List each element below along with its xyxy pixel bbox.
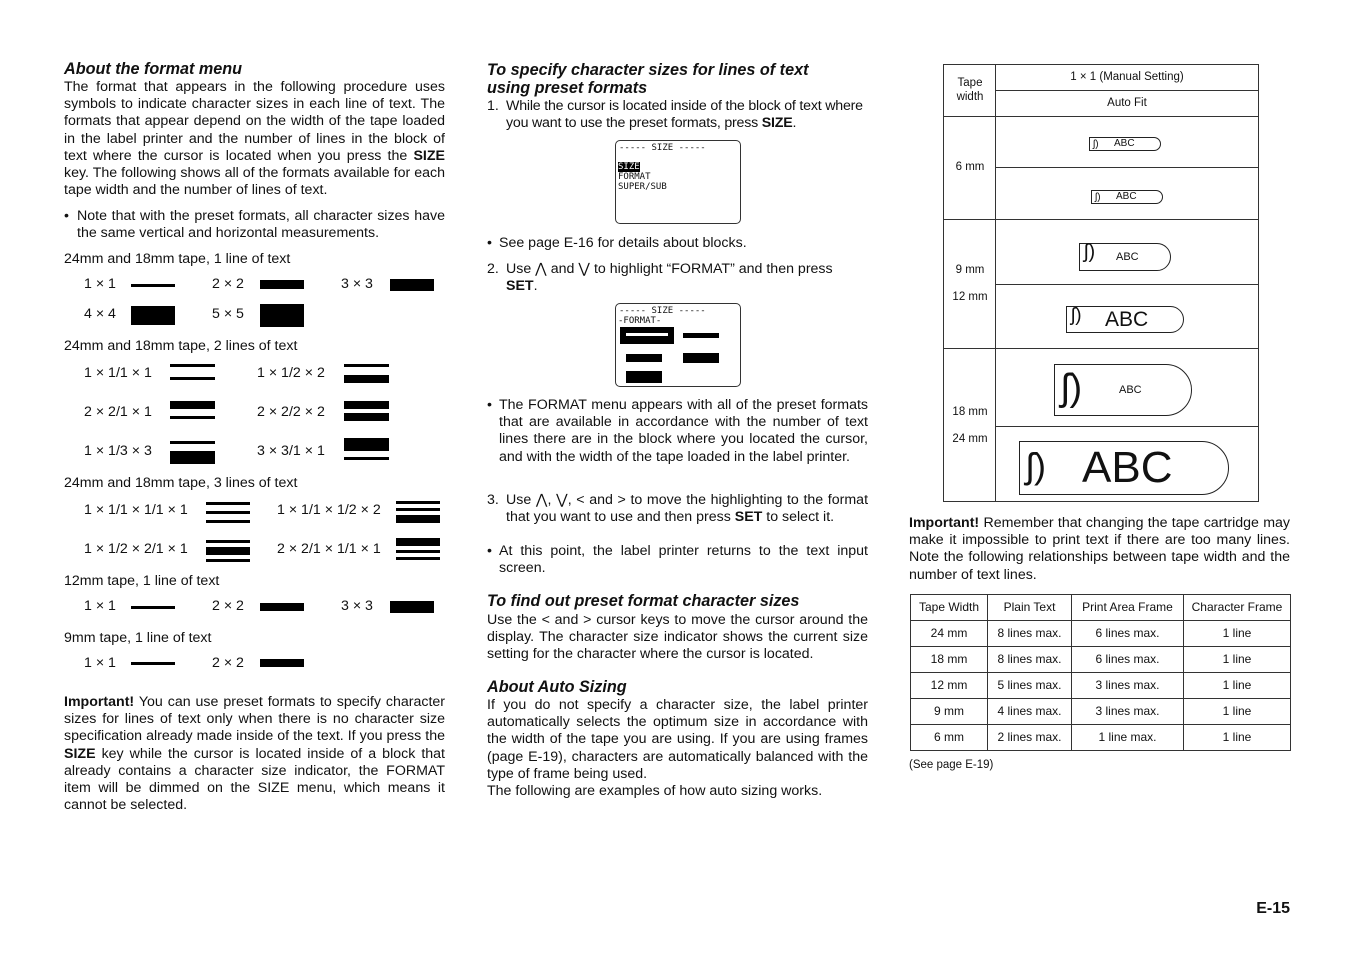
row-18mm: 18 mm (952, 406, 988, 418)
fmt-symbol (260, 603, 304, 611)
fmt-symbol (170, 377, 215, 380)
cell: 8 lines max. (988, 647, 1072, 673)
format-menu-heading: About the format menu (64, 60, 243, 78)
fmt-label: 2 × 2/2 × 2 (257, 404, 325, 420)
cell: 1 line (1184, 673, 1291, 699)
label-text: ABC (1082, 443, 1173, 492)
right-arrow-icon: > (617, 492, 626, 508)
fmt-symbol (396, 557, 440, 560)
table-row (911, 621, 1291, 647)
page-number: E-15 (1256, 900, 1290, 917)
preset-note-bullet: • Note that with the preset formats, all character sizes have the same vertical and horizontal measurements. (64, 208, 445, 242)
section-2-lines-title: 24mm and 18mm tape, 2 lines of text (64, 338, 298, 354)
cell: 4 lines max. (988, 699, 1072, 725)
step-2: 2. Use ⋀ and ⋁ to highlight “FORMAT” and then press SET. (487, 261, 833, 295)
fmt-label: 2 × 2 (212, 655, 244, 671)
auto-sizing-heading: About Auto Sizing (487, 678, 627, 696)
col-character-frame: Character Frame (1184, 595, 1291, 621)
cell: 9 mm (911, 699, 988, 725)
fmt-symbol (344, 375, 389, 383)
dog-icon: ʃ) (1061, 367, 1083, 409)
fmt-symbol (396, 550, 440, 553)
lcd-highlight-line (626, 333, 668, 336)
fmt-label: 3 × 3 (341, 598, 373, 614)
row-24mm: 24 mm (952, 433, 988, 445)
table-row (911, 699, 1291, 725)
up-arrow-icon: ⋀ (535, 492, 548, 508)
auto-sizing-text: If you do not specify a character size, the label printer automatically selects the optimum size in accordance with the width of the tape you are using. If you are using frames (page E-19), characters are automatically balanced with the type of frame being used. (487, 697, 868, 782)
fmt-symbol (260, 280, 304, 289)
fmt-label: 1 × 1 (84, 655, 116, 671)
lcd-fmt (626, 354, 662, 362)
step-3: 3. Use ⋀, ⋁, < and > to move the highlighting to the format that you want to use and then press SET to select it. (487, 492, 869, 526)
dog-icon: ʃ) (1095, 192, 1101, 203)
label-18mm (1054, 364, 1192, 416)
specify-sizes-heading-2: using preset formats (487, 79, 648, 97)
lcd-fmt (683, 333, 719, 338)
label-24mm (1019, 441, 1229, 495)
manual-setting-header: 1 × 1 (Manual Setting) (1070, 71, 1184, 83)
fmt-symbol (170, 441, 215, 444)
section-1-line-title: 24mm and 18mm tape, 1 line of text (64, 251, 291, 267)
lcd-size-menu: ----- SIZE ----- SIZE FORMAT SUPER/SUB (615, 140, 741, 224)
fmt-symbol (131, 284, 175, 287)
section-3-lines-title: 24mm and 18mm tape, 3 lines of text (64, 475, 298, 491)
cell: 24 mm (911, 621, 988, 647)
cell: 2 lines max. (988, 725, 1072, 751)
cell: 18 mm (911, 647, 988, 673)
returns-bullet: • At this point, the label printer returns to the text input screen. (487, 543, 868, 577)
left-arrow-icon: < (576, 492, 585, 508)
fmt-label: 1 × 1/1 × 1/1 × 1 (84, 502, 188, 518)
label-text: ABC (1114, 138, 1135, 149)
fmt-symbol (170, 401, 215, 409)
cell: 1 line (1184, 647, 1291, 673)
down-arrow-icon: ⋁ (578, 261, 591, 277)
fmt-symbol (396, 501, 440, 504)
table-row (911, 673, 1291, 699)
fmt-symbol (396, 508, 440, 511)
label-6mm-auto (1091, 190, 1163, 204)
dog-icon: ʃ) (1071, 305, 1082, 326)
specify-sizes-heading-1: To specify character sizes for lines of text (487, 61, 809, 79)
fmt-label: 4 × 4 (84, 306, 116, 322)
fmt-symbol (206, 547, 250, 555)
left-arrow-icon: < (541, 612, 550, 628)
blocks-bullet: • See page E-16 for details about blocks. (487, 235, 747, 251)
fmt-label: 2 × 2/1 × 1/1 × 1 (277, 541, 381, 557)
see-page-note: (See page E-19) (909, 759, 994, 771)
find-sizes-text: Use the < and > cursor keys to move the cursor around the display. The character size indicator shows the current size setting for the character where the cursor is located. (487, 612, 868, 663)
right-arrow-icon: > (583, 612, 592, 628)
format-menu-bullet: • The FORMAT menu appears with all of the preset formats that are available in accordance with the number of text lines there are in the block where you located the cursor, and with the width of the tape loaded in the label printer. (487, 397, 868, 465)
fmt-symbol (396, 515, 440, 523)
auto-sizing-examples: The following are examples of how auto sizing works. (487, 783, 823, 799)
fmt-symbol (206, 502, 250, 505)
fmt-symbol (206, 520, 250, 523)
fmt-label: 1 × 1 (84, 598, 116, 614)
fmt-label: 1 × 1/1 × 1 (84, 365, 152, 381)
row-6mm: 6 mm (955, 161, 985, 173)
col-tape-width: Tape Width (911, 595, 988, 621)
auto-fit-header: Auto Fit (1107, 97, 1147, 109)
fmt-label: 1 × 1 (84, 276, 116, 292)
fmt-symbol (390, 279, 434, 291)
cell: 6 lines max. (1072, 621, 1184, 647)
fmt-symbol (344, 413, 389, 421)
cell: 1 line (1184, 725, 1291, 751)
lcd-fmt (683, 353, 719, 363)
label-text: ABC (1105, 308, 1149, 331)
down-arrow-icon: ⋁ (556, 492, 568, 508)
fmt-symbol (206, 540, 250, 543)
section-12mm-title: 12mm tape, 1 line of text (64, 573, 220, 589)
auto-sizing-figure (943, 64, 1259, 502)
fmt-label: 1 × 1/2 × 2 (257, 365, 325, 381)
fmt-symbol (131, 606, 175, 609)
label-text: ABC (1116, 191, 1137, 202)
cell: 6 mm (911, 725, 988, 751)
col-plain-text: Plain Text (988, 595, 1072, 621)
fmt-label: 1 × 1/3 × 3 (84, 443, 152, 459)
find-sizes-heading: To find out preset format character sizes (487, 592, 800, 610)
fmt-symbol (344, 438, 389, 451)
fmt-label: 2 × 2 (212, 276, 244, 292)
fmt-label: 2 × 2 (212, 598, 244, 614)
fmt-symbol (344, 364, 389, 367)
tape-width-header: Tape width (956, 77, 984, 103)
dog-icon: ʃ) (1084, 241, 1096, 263)
important-note-1: Important! You can use preset formats to specify character sizes for lines of text only when there is no character size specification already made inside of the text. If you press the SIZE key while the cursor is located inside of a block that already contains a character size indicator, the FORMAT item will be dimmed on the SIZE menu, which means it cannot be selected. (64, 694, 445, 814)
table-header-row (911, 595, 1291, 621)
fmt-symbol (170, 416, 215, 419)
label-12mm (1066, 306, 1184, 333)
step-1: 1. While the cursor is located inside of the block of text where you want to use the preset formats, press SIZE. (487, 98, 863, 132)
col-print-area-frame: Print Area Frame (1072, 595, 1184, 621)
cell: 5 lines max. (988, 673, 1072, 699)
lcd-format-menu: ----- SIZE ----- -FORMAT- (615, 303, 741, 387)
cell: 8 lines max. (988, 621, 1072, 647)
label-9mm (1079, 243, 1171, 271)
fmt-symbol (206, 511, 250, 514)
fmt-symbol (390, 601, 434, 613)
cell: 1 line max. (1072, 725, 1184, 751)
fmt-symbol (344, 401, 389, 409)
fmt-symbol (131, 306, 175, 325)
cell: 12 mm (911, 673, 988, 699)
section-9mm-title: 9mm tape, 1 line of text (64, 630, 212, 646)
fmt-label: 5 × 5 (212, 306, 244, 322)
fmt-symbol (170, 364, 215, 367)
fmt-label: 1 × 1/2 × 2/1 × 1 (84, 541, 188, 557)
row-9mm: 9 mm (955, 264, 985, 276)
tape-lines-table (910, 594, 1291, 751)
label-text: ABC (1119, 384, 1142, 396)
table-row (911, 647, 1291, 673)
fmt-symbol (206, 559, 250, 562)
fmt-label: 2 × 2/1 × 1 (84, 404, 152, 420)
dog-icon: ʃ) (1093, 139, 1099, 150)
fmt-label: 3 × 3 (341, 276, 373, 292)
fmt-symbol (260, 304, 304, 327)
fmt-symbol (170, 451, 215, 464)
table-row (911, 725, 1291, 751)
fmt-label: 3 × 3/1 × 1 (257, 443, 325, 459)
lcd-fmt (626, 371, 662, 383)
fmt-symbol (131, 662, 175, 665)
cell: 6 lines max. (1072, 647, 1184, 673)
dog-icon: ʃ) (1026, 445, 1046, 486)
up-arrow-icon: ⋀ (535, 261, 547, 277)
cell: 3 lines max. (1072, 673, 1184, 699)
fmt-symbol (260, 659, 304, 667)
format-intro: The format that appears in the following procedure uses symbols to indicate character sizes in each line of text. The formats that appear depend on the width of the tape loaded in the label printer and the number of lines in the block of text where the cursor is located when you press the SIZE key. The following shows all of the formats available for each tape width and the number of lines of text. (64, 79, 445, 199)
fmt-symbol (344, 457, 389, 460)
row-12mm: 12 mm (952, 291, 988, 303)
cell: 3 lines max. (1072, 699, 1184, 725)
important-note-2: Important! Remember that changing the tape cartridge may make it impossible to print text if there are too many lines. Note the following relationships between tape width and the number of text lines. (909, 515, 1290, 583)
fmt-symbol (396, 538, 440, 546)
fmt-label: 1 × 1/1 × 1/2 × 2 (277, 502, 381, 518)
cell: 1 line (1184, 621, 1291, 647)
cell: 1 line (1184, 699, 1291, 725)
label-text: ABC (1116, 251, 1139, 263)
label-6mm-manual (1089, 137, 1161, 151)
